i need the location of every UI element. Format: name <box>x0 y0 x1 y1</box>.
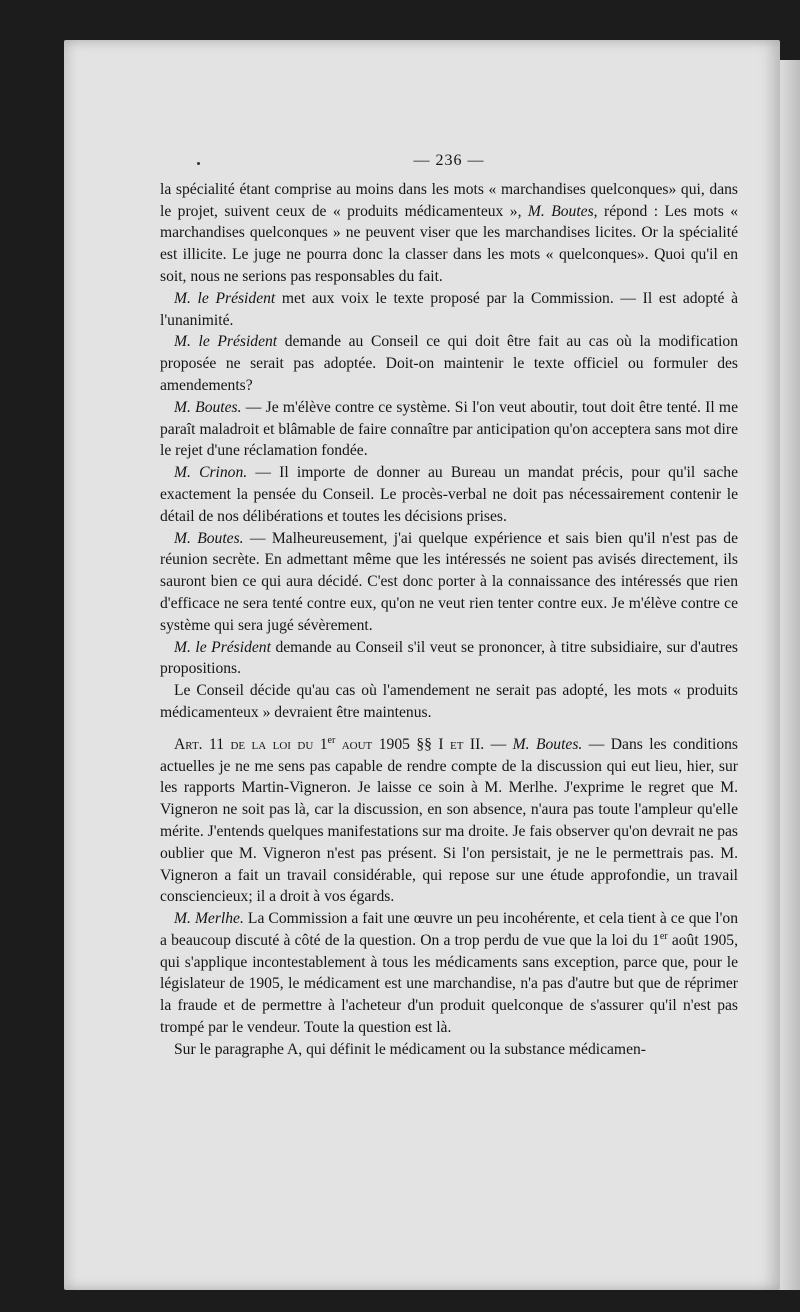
text-segment: M. le Président <box>174 289 276 307</box>
paragraph-p8 <box>160 680 738 724</box>
text-segment: , répond : Les mots « marchandises quelconques » ne peuvent viser que les marchandises licites. Or la spécialité est illicite. Le juge ne pourra donc la classer dans les mots « quelconques». Quoi qu'il en soit, nous ne serions pas responsables du fait. <box>160 202 738 285</box>
text-segment: M. Boutes. <box>174 398 242 416</box>
paragraph-p10 <box>160 908 738 1039</box>
text-segment: aout <box>335 735 373 753</box>
text-segment: — Je m'élève contre ce système. Si l'on veut aboutir, tout doit être tenté. Il me paraît maladroit et blâmable de faire connaître par anticipation qu'on acceptera sans mot dire le rejet d'une réclamation fondée. <box>160 398 738 460</box>
paragraph-p4 <box>160 397 738 462</box>
text-segment: et <box>450 735 464 753</box>
paragraph-p5 <box>160 462 738 527</box>
text-body <box>160 179 738 1061</box>
text-segment: — Malheureusement, j'ai quelque expérience et sais bien qu'il n'est pas de réunion secrète. En admettant même que les intéressés ne soient pas avisés directement, ils sauront bien ce qui aura décidé. C'est donc porter à la connaissance des intéressés que rien d'efficace ne sera tenté contre eux, qu'on ne veut rien tenter contre eux. Je m'élève contre ce système qui sera jugé sévèrement. <box>160 529 738 634</box>
paragraph-p7 <box>160 637 738 681</box>
paragraph-p1 <box>160 179 738 288</box>
text-segment: II. — <box>463 735 513 753</box>
text-segment: — Dans les conditions actuelles je ne me sens pas capable de rendre compte de la discussion qui eut lieu, hier, sur les rapports Martin-Vigneron. Je laisse ce soin à M. Merlhe. J'exprime le regret que M. Vigneron ne soit pas là, car la discussion, en son absence, n'aura pas toute l'ampleur qu'elle mérite. J'entends quelques manifestations sur ma droite. Je fais observer qu'on devrait ne pas oublier que M. Vigneron n'est pas présent. Si l'on persistait, je ne le permettrais pas. M. Vigneron a fait un travail considérable, qui repose sur une étude approfondie, un travail consciencieux; il a droit à vos égards. <box>160 735 738 906</box>
paragraph-p11 <box>160 1039 738 1061</box>
text-segment: la spécialité étant comprise au moins dans les mots « marchandises quelconques» qui, dans le projet, suivent ceux de « produits médicamenteux », <box>160 180 738 220</box>
text-segment: demande au Conseil ce qui doit être fait au cas où la modification proposée ne serait pas adoptée. Doit-on maintenir le texte officiel ou formuler des amendements? <box>160 333 738 394</box>
text-segment: M. Boutes. <box>174 529 244 547</box>
text-segment: demande au Conseil s'il veut se prononcer, à titre subsidiaire, sur d'autres propositions. <box>160 638 738 678</box>
text-segment: La Commission a fait une œuvre un peu incohérente, et cela tient à ce que l'on a beaucoup discuté à côté de la question. On a trop perdu de vue que la loi du 1 <box>160 910 738 949</box>
paragraph-p6 <box>160 528 738 637</box>
text-segment: M. le Président <box>174 333 278 351</box>
text-segment: er <box>327 734 336 746</box>
paragraph-p3 <box>160 331 738 396</box>
text-segment: M. Crinon. <box>174 464 248 482</box>
text-segment: 1905 §§ I <box>372 735 451 753</box>
paragraph-p2 <box>160 288 738 332</box>
page-number: — 236 — <box>413 152 485 169</box>
text-segment: M. Boutes. <box>512 735 583 753</box>
text-segment: M. Boutes <box>527 202 594 220</box>
text-segment: Art. 11 de la loi du 1 <box>174 735 328 753</box>
text-segment: er <box>659 930 668 942</box>
text-segment: Le Conseil décide qu'au cas où l'amendement ne serait pas adopté, les mots « produits médicamenteux » devraient être maintenus. <box>160 682 738 721</box>
text-segment: met aux voix le texte proposé par la Commission. — Il est adopté à l'unanimité. <box>160 289 738 329</box>
text-segment: août 1905, qui s'applique incontestablement à tous les médicaments sans exception, parce que, pour le législateur de 1905, le médicament est une marchandise, n'a pas d'autre but que de réprimer la fraude et de permettre à l'acheteur d'un produit quelconque de s'assurer qu'il n'est pas trompé par le vendeur. Toute la question est là. <box>160 931 738 1037</box>
page-content <box>160 150 738 1061</box>
text-segment: — Il importe de donner au Bureau un mandat précis, pour qu'il sache exactement la pensée du Conseil. Le procès-verbal ne doit pas nécessairement contenir le détail de nos délibérations et toutes les décisions prises. <box>160 464 738 525</box>
paragraph-p9 <box>160 734 738 908</box>
text-segment: M. le Président <box>174 638 271 656</box>
text-segment: M. Merlhe. <box>174 910 244 928</box>
text-segment: Sur le paragraphe A, qui définit le médicament ou la substance médicamen- <box>174 1040 646 1058</box>
